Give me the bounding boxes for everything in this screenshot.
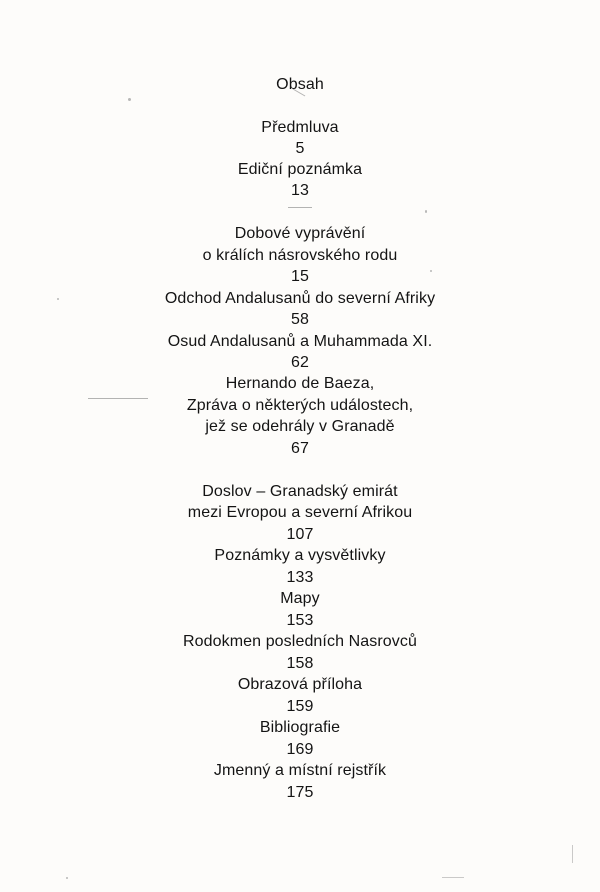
toc-entry-page: 169 — [286, 741, 314, 758]
toc-entry-page: 5 — [295, 140, 305, 157]
toc-entry-title: Hernando de Baeza, — [225, 375, 375, 392]
toc-entry-page: 107 — [286, 526, 314, 543]
toc-entry-page: 15 — [291, 268, 309, 285]
toc-entry-page: 159 — [286, 698, 314, 715]
toc-heading: Obsah — [276, 76, 324, 93]
toc-entry-page: 153 — [286, 612, 314, 629]
toc-entry-title: mezi Evropou a severní Afrikou — [187, 504, 413, 521]
toc-entry-title: Obrazová příloha — [237, 676, 363, 693]
toc-entry-title: Doslov – Granadský emirát — [202, 483, 398, 500]
toc-entry-title: Bibliografie — [259, 719, 341, 736]
toc-entry-page: 67 — [291, 440, 309, 457]
toc-entry-page: 58 — [291, 311, 309, 328]
toc-entry-page: 62 — [291, 354, 309, 371]
toc-entry-title: Jmenný a místní rejstřík — [213, 762, 387, 779]
toc-entry-title: Dobové vyprávění — [234, 225, 366, 242]
toc-entry-title: o králích násrovského rodu — [202, 247, 398, 264]
toc-entry-page: 175 — [286, 784, 314, 801]
toc-entry-page: 158 — [286, 655, 314, 672]
toc-entry-title: Odchod Andalusanů do severní Afriky — [164, 290, 436, 307]
toc-entry-title: Mapy — [280, 590, 320, 607]
toc-entry-title: Osud Andalusanů a Muhammada XI. — [167, 333, 433, 350]
toc-entry-title: Poznámky a vysvětlivky — [214, 547, 386, 564]
toc-entry-title: jež se odehrály v Granadě — [205, 418, 395, 435]
toc-entry-title: Předmluva — [261, 119, 339, 136]
toc-entry-title: Zpráva o některých událostech, — [186, 397, 414, 414]
toc-entry-title: Rodokmen posledních Nasrovců — [182, 633, 418, 650]
toc-entry-title: Ediční poznámka — [237, 161, 363, 178]
toc-entry-page: 13 — [291, 182, 309, 199]
toc-entry-page: 133 — [286, 569, 314, 586]
